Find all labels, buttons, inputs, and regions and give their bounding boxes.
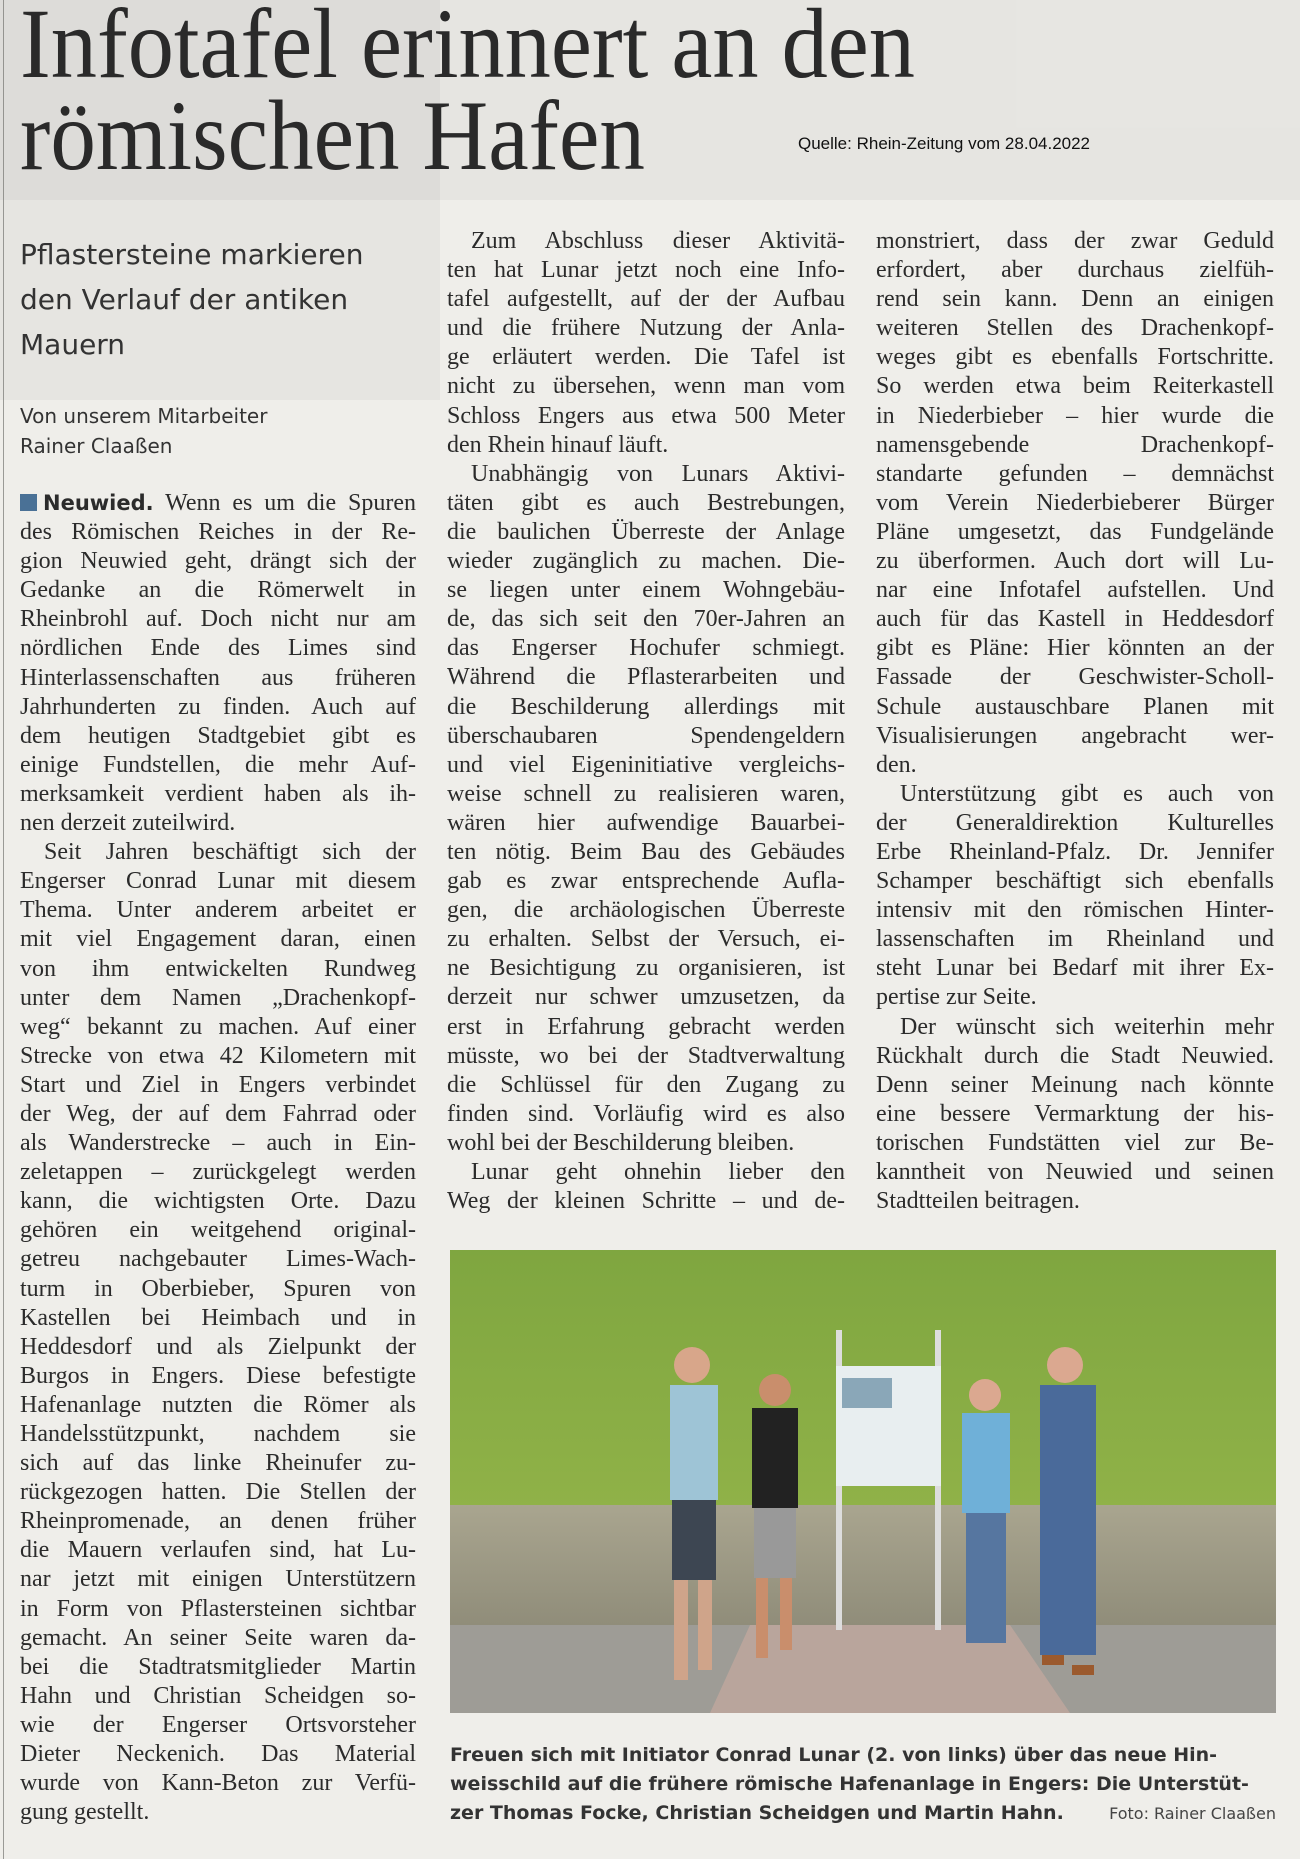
text-line-content: weiteren Stellen des Drachenkopf-	[876, 315, 1274, 342]
text-line	[20, 576, 416, 605]
text-line-content: ten nötig. Beim Bau des Gebäudes	[447, 838, 845, 865]
text-line	[20, 1013, 416, 1042]
text-line	[20, 1158, 416, 1187]
text-line	[20, 925, 416, 954]
byline-author: Rainer Claaßen	[20, 434, 173, 458]
text-line-content: wohl bei der Beschilderung bleiben.	[447, 1129, 795, 1156]
text-line	[20, 1653, 416, 1682]
photo-credit: Foto: Rainer Claaßen	[1109, 1804, 1276, 1823]
text-line	[20, 1391, 416, 1420]
text-line-content: Rheinbrohl auf. Doch nicht nur am	[20, 606, 416, 633]
person-4	[1040, 1347, 1096, 1675]
text-line-content: Wenn es um die Spuren	[165, 490, 416, 516]
text-line-content: dem heutigen Stadtgebiet gibt es	[20, 722, 416, 749]
text-line-content: gemacht. An seiner Seite waren da-	[20, 1624, 416, 1651]
text-line-content: Erbe Rheinland-Pfalz. Dr. Jennifer	[876, 838, 1274, 865]
text-line-content: auch für das Kastell in Heddesdorf	[876, 606, 1274, 633]
text-line-content: die baulichen Überreste der Anlage	[447, 518, 845, 545]
text-line	[20, 1624, 416, 1653]
text-line-content: Weg der kleinen Schritte – und de-	[447, 1188, 845, 1215]
text-line	[20, 1769, 416, 1798]
text-line	[447, 431, 845, 460]
text-line	[20, 634, 416, 663]
text-line	[876, 954, 1274, 983]
caption-line	[450, 1799, 1280, 1828]
text-line-content: se liegen unter einem Wohngebäu-	[447, 577, 845, 604]
text-line	[447, 576, 845, 605]
text-line	[20, 1595, 416, 1624]
text-line	[447, 983, 845, 1012]
text-line	[20, 1507, 416, 1536]
text-line	[20, 1042, 416, 1071]
text-line	[20, 1362, 416, 1391]
text-line-content: gen, die archäologischen Überreste	[447, 897, 845, 924]
text-line	[20, 1478, 416, 1507]
text-line-content: die Schlüssel für den Zugang zu	[447, 1071, 845, 1098]
text-line-content: Denn seiner Meinung nach könnte	[876, 1071, 1274, 1098]
text-line-content: weg“ bekannt zu machen. Auf einer	[20, 1013, 416, 1040]
text-line	[876, 751, 1274, 780]
text-line-content: als Wanderstrecke – auch in Ein-	[20, 1130, 416, 1157]
text-line	[447, 256, 845, 285]
text-line-content: Der wünscht sich weiterhin mehr	[900, 1013, 1274, 1040]
text-line-content: finden sind. Vorläufig wird es also	[447, 1100, 845, 1127]
text-line-content: ge erläutert werden. Die Tafel ist	[447, 344, 845, 371]
text-line	[447, 1071, 845, 1100]
text-line-content: Hinterlassenschaften aus früheren	[20, 664, 416, 691]
text-line-content: Gedanke an die Römerwelt in	[20, 577, 416, 604]
text-line-content: und die frühere Nutzung der Anla-	[447, 315, 845, 342]
text-line-content: Kastellen bei Heimbach und in	[20, 1304, 416, 1331]
text-line	[876, 983, 1274, 1012]
text-line-content: Während die Pflasterarbeiten und	[447, 664, 845, 691]
text-line	[876, 1129, 1274, 1158]
text-line-content: Hahn und Christian Scheidgen so-	[20, 1682, 416, 1709]
text-line-content: Stadtteilen beitragen.	[876, 1188, 1080, 1215]
text-line	[20, 1798, 416, 1827]
text-line	[876, 1071, 1274, 1100]
text-line	[876, 343, 1274, 372]
text-line-content: Heddesdorf und als Zielpunkt der	[20, 1333, 416, 1360]
text-line	[20, 1187, 416, 1216]
text-line	[876, 925, 1274, 954]
text-line	[447, 518, 845, 547]
text-line	[876, 896, 1274, 925]
text-line	[20, 1129, 416, 1158]
text-line-content: Engerser Conrad Lunar mit diesem	[20, 868, 416, 895]
text-line-content: Schule austauschbare Planen mit	[876, 693, 1274, 720]
text-line	[447, 867, 845, 896]
text-line-content: des Römischen Reiches in der Re-	[20, 519, 416, 546]
text-line	[876, 693, 1274, 722]
text-line-content: sich auf das linke Rheinufer zu-	[20, 1450, 416, 1477]
text-line-content: einige Fundstellen, die mehr Auf-	[20, 751, 416, 778]
text-line-content: nen derzeit zuteilwird.	[20, 810, 236, 837]
text-line-content: täten gibt es auch Bestrebungen,	[447, 489, 845, 516]
text-line-content: nar jetzt mit einigen Unterstützern	[20, 1566, 416, 1593]
text-line-content: die Beschilderung allerdings mit	[447, 693, 845, 720]
text-line	[447, 547, 845, 576]
text-line-content: gion Neuwied geht, drängt sich der	[20, 548, 416, 575]
text-line	[876, 838, 1274, 867]
text-line	[876, 227, 1274, 256]
text-line	[447, 1042, 845, 1071]
text-line-content: Burgos in Engers. Diese befestigte	[20, 1362, 416, 1389]
photo-group-at-infotafel	[450, 1250, 1276, 1713]
text-line	[447, 838, 845, 867]
text-line-content: lassenschaften im Rheinland und	[876, 926, 1274, 953]
text-line-content: de, das sich seit den 70er-Jahren an	[447, 606, 845, 633]
text-line-content: in Niederbieber – hier wurde die	[876, 402, 1274, 429]
text-line-content: rend sein kann. Denn an einigen	[876, 286, 1274, 313]
text-line-content: den Rhein hinauf läuft.	[447, 431, 669, 458]
text-line	[447, 343, 845, 372]
text-line	[876, 663, 1274, 692]
text-line	[20, 984, 416, 1013]
text-line	[20, 780, 416, 809]
text-line	[876, 722, 1274, 751]
text-line-content: Start und Ziel in Engers verbindet	[20, 1071, 416, 1098]
text-line	[876, 867, 1274, 896]
text-line-content: Hafenanlage nutzten die Römer als	[20, 1391, 416, 1418]
text-line-content: überschaubaren Spendengeldern	[447, 722, 845, 749]
text-line-content: Lunar geht ohnehin lieber den	[471, 1159, 845, 1185]
text-line-content: eine bessere Vermarktung der his-	[876, 1100, 1274, 1127]
text-line-content: wieder zugänglich zu machen. Die-	[447, 548, 845, 575]
text-line-content: Zum Abschluss dieser Aktivitä-	[471, 228, 845, 254]
text-line-content: intensiv mit den römischen Hinter-	[876, 897, 1274, 924]
text-line	[20, 867, 416, 896]
text-line-content: wie der Engerser Ortsvorsteher	[20, 1711, 416, 1738]
text-line-content: bei die Stadtratsmitglieder Martin	[20, 1653, 416, 1680]
text-line-content: von ihm entwickelten Rundweg	[20, 955, 416, 982]
text-line	[447, 896, 845, 925]
subheadline-line: Pflastersteine markieren	[20, 238, 364, 271]
text-line-content: pertise zur Seite.	[876, 984, 1037, 1011]
text-line-content: das Engerser Hochufer schmiegt.	[447, 635, 845, 662]
text-line	[876, 518, 1274, 547]
text-line-content: Pläne umgesetzt, das Fundgelände	[876, 518, 1274, 545]
text-line	[876, 460, 1274, 489]
text-line-content: wurde von Kann-Beton zur Verfü-	[20, 1770, 416, 1797]
text-line-content: Seit Jahren beschäftigt sich der	[44, 839, 416, 866]
text-line-content: zu überformen. Auch dort will Lu-	[876, 548, 1274, 575]
text-line	[20, 1275, 416, 1304]
text-line-content: Rheinpromenade, an denen früher	[20, 1508, 416, 1535]
text-line-content: tafel aufgestellt, auf der der Aufbau	[447, 286, 845, 313]
source-note: Quelle: Rhein-Zeitung vom 28.04.2022	[798, 134, 1091, 153]
text-line-content: standarte gefunden – demnächst	[876, 460, 1274, 487]
text-line-content: So werden etwa beim Reiterkastell	[876, 373, 1274, 400]
subheadline-line: den Verlauf der antiken	[20, 283, 349, 316]
text-line	[20, 838, 416, 867]
text-line	[447, 402, 845, 431]
text-line	[20, 1304, 416, 1333]
text-line	[876, 634, 1274, 663]
text-line-content: kanntheit von Neuwied und seinen	[876, 1159, 1274, 1185]
text-line-content: mit viel Engagement daran, einen	[20, 926, 416, 953]
text-line	[20, 1740, 416, 1769]
text-line	[447, 489, 845, 518]
text-line	[876, 547, 1274, 576]
text-line-content: derzeit nur schwer umzusetzen, da	[447, 984, 845, 1011]
text-line-content: erfordert, aber durchaus zielfüh-	[876, 257, 1274, 284]
dateline: Neuwied.	[43, 491, 154, 515]
text-line	[447, 751, 845, 780]
text-line	[447, 634, 845, 663]
text-line	[876, 576, 1274, 605]
text-line-content: Schamper beschäftigt sich ebenfalls	[876, 868, 1274, 895]
text-line	[876, 402, 1274, 431]
text-line	[20, 664, 416, 693]
text-line	[876, 809, 1274, 838]
subheadline-line: Mauern	[20, 328, 126, 361]
text-line	[447, 925, 845, 954]
text-line-content: und viel Eigeninitiative vergleichs-	[447, 751, 845, 778]
text-line-content: Strecke von etwa 42 Kilometern mit	[20, 1042, 416, 1069]
text-line	[20, 693, 416, 722]
text-line	[20, 1333, 416, 1362]
text-line	[876, 780, 1274, 809]
text-line	[447, 314, 845, 343]
caption-line: Freuen sich mit Initiator Conrad Lunar (2. von links) über das neue Hin-	[450, 1744, 1218, 1766]
text-line-content: Dieter Neckenich. Das Material	[20, 1741, 416, 1768]
text-line	[447, 693, 845, 722]
byline	[20, 401, 267, 461]
text-line	[20, 751, 416, 780]
text-line	[876, 1042, 1274, 1071]
text-line-content: ten hat Lunar jetzt noch eine Info-	[447, 257, 845, 284]
text-line-content: vom Verein Niederbieberer Bürger	[876, 489, 1274, 516]
caption-line: weisschild auf die frühere römische Hafenanlage in Engers: Die Unterstüt-	[450, 1773, 1249, 1795]
text-line-content: nicht zu übersehen, wenn man vom	[447, 373, 845, 400]
text-line-content: gung gestellt.	[20, 1799, 150, 1826]
text-line-content: der Generaldirektion Kulturelles	[876, 809, 1274, 836]
article-column-3	[876, 227, 1274, 1216]
text-line	[20, 605, 416, 634]
text-line	[20, 1536, 416, 1565]
byline-line: Von unserem Mitarbeiter	[20, 404, 268, 428]
subheadline	[20, 232, 420, 367]
text-line	[876, 1013, 1274, 1042]
text-line-content: Fassade der Geschwister-Scholl-	[876, 664, 1274, 691]
article-column-1	[20, 489, 416, 1827]
text-line-content: wären hier aufwendige Bauarbei-	[447, 809, 845, 836]
text-line-content: ne Besichtigung zu organisieren, ist	[447, 955, 845, 982]
text-line	[447, 1100, 845, 1129]
text-line	[20, 722, 416, 751]
text-line	[447, 460, 845, 489]
text-line-content: weise schnell zu realisieren waren,	[447, 780, 845, 807]
article-photo	[450, 1250, 1276, 1713]
text-line-content: namensgebende Drachenkopf-	[876, 431, 1274, 458]
text-line	[447, 722, 845, 751]
text-line	[20, 896, 416, 925]
text-line	[20, 1100, 416, 1129]
text-line	[20, 1565, 416, 1594]
text-line-content: Handelsstützpunkt, nachdem sie	[20, 1421, 416, 1447]
text-line	[20, 1216, 416, 1245]
text-line	[876, 314, 1274, 343]
text-line	[20, 1449, 416, 1478]
text-line-content: zu erhalten. Selbst der Versuch, ei-	[447, 926, 845, 953]
text-line-content: steht Lunar bei Bedarf mit ihrer Ex-	[876, 955, 1274, 982]
text-line	[876, 489, 1274, 518]
text-line-content: unter dem Namen „Drachenkopf-	[20, 984, 416, 1011]
person-3	[962, 1379, 1010, 1643]
text-line-content: der Weg, der auf dem Fahrrad oder	[20, 1100, 416, 1127]
text-line-content: merksamkeit verdient haben als ih-	[20, 780, 416, 807]
text-line-content: kann, die wichtigsten Orte. Dazu	[20, 1188, 416, 1215]
text-line	[447, 1129, 845, 1158]
text-line	[876, 285, 1274, 314]
photo-caption	[450, 1741, 1280, 1828]
text-line	[447, 1158, 845, 1187]
caption-text: zer Thomas Focke, Christian Scheidgen und Martin Hahn.	[450, 1802, 1064, 1824]
text-line-content: weges gibt es ebenfalls Fortschritte.	[876, 344, 1274, 371]
text-line-content: erst in Erfahrung gebracht werden	[447, 1013, 845, 1040]
text-line	[447, 1187, 845, 1216]
text-line-content: Rückhalt durch die Stadt Neuwied.	[876, 1042, 1274, 1069]
text-line-content: turm in Oberbieber, Spuren von	[20, 1275, 416, 1302]
text-line	[20, 489, 416, 518]
text-line-content: Schloss Engers aus etwa 500 Meter	[447, 402, 845, 429]
text-line	[447, 605, 845, 634]
text-line	[20, 1245, 416, 1274]
text-line-content: die Mauern verlaufen sind, hat Lu-	[20, 1537, 416, 1564]
text-line-content: Thema. Unter anderem arbeitet er	[20, 897, 416, 924]
text-line	[20, 955, 416, 984]
text-line-content: monstriert, dass der zwar Geduld	[876, 228, 1274, 254]
text-line-content: rückgezogen hatten. Die Stellen der	[20, 1479, 416, 1506]
article-column-2	[447, 227, 845, 1216]
text-line	[876, 431, 1274, 460]
text-line	[876, 256, 1274, 285]
text-line	[447, 285, 845, 314]
text-line-content: getreu nachgebauter Limes-Wach-	[20, 1246, 416, 1273]
text-line	[20, 1711, 416, 1740]
text-line-content: zeletappen – zurückgelegt werden	[20, 1159, 416, 1186]
text-line-content: in Form von Pflastersteinen sichtbar	[20, 1595, 416, 1622]
text-line-content: torischen Fundstätten viel zur Be-	[876, 1129, 1274, 1156]
text-line	[876, 605, 1274, 634]
text-line	[20, 1682, 416, 1711]
text-line	[20, 1071, 416, 1100]
headline-line-1: Infotafel erinnert an den	[20, 0, 915, 99]
text-line-content: gab es zwar entsprechende Aufla-	[447, 868, 845, 895]
text-line-content: nar eine Infotafel aufstellen. Und	[876, 577, 1274, 604]
text-line	[876, 1158, 1274, 1187]
text-line-content: gehören ein weitgehend original-	[20, 1217, 416, 1244]
text-line	[876, 372, 1274, 401]
text-line	[20, 1420, 416, 1449]
text-line	[20, 547, 416, 576]
text-line	[876, 1187, 1274, 1216]
headline-line-2: römischen Hafen	[20, 80, 645, 191]
text-line	[447, 372, 845, 401]
text-line	[20, 518, 416, 547]
text-line-content: gibt es Pläne: Hier könnten an der	[876, 635, 1274, 662]
text-line-content: Unterstützung gibt es auch von	[900, 780, 1274, 807]
text-line-content: müsste, wo bei der Stadtverwaltung	[447, 1042, 845, 1069]
section-marker-icon	[20, 494, 37, 511]
text-line	[447, 1013, 845, 1042]
text-line	[447, 954, 845, 983]
text-line	[447, 780, 845, 809]
text-line	[447, 809, 845, 838]
text-line-content: nördlichen Ende des Limes sind	[20, 635, 416, 662]
text-line	[876, 1100, 1274, 1129]
text-line-content: Jahrhunderten zu finden. Auch auf	[20, 693, 416, 720]
text-line-content: Unabhängig von Lunars Aktivi-	[471, 460, 845, 487]
text-line	[447, 227, 845, 256]
text-line-content: den.	[876, 751, 917, 778]
text-line	[20, 809, 416, 838]
text-line	[447, 663, 845, 692]
text-line-content: Visualisierungen angebracht wer-	[876, 722, 1274, 749]
